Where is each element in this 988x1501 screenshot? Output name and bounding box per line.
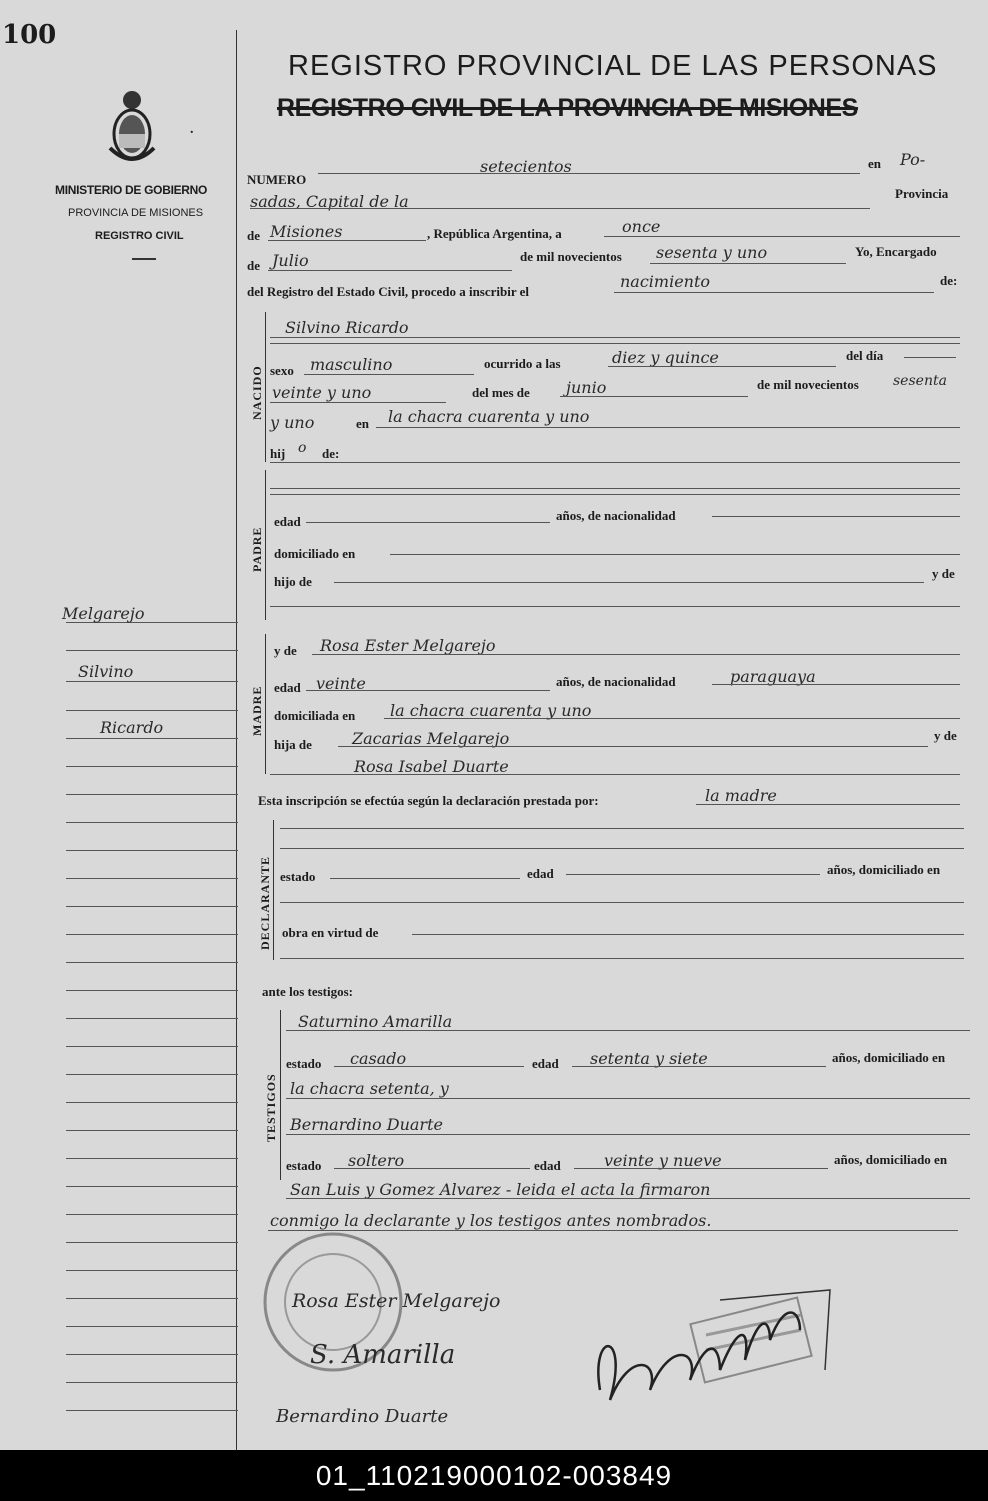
yo-label: Yo, Encargado [855, 244, 937, 259]
padre-y-de-label: y de [932, 566, 955, 581]
t2-estado-line [334, 1168, 530, 1169]
t2-edad: veinte y nueve [604, 1151, 722, 1170]
madre-madre-value: Rosa Isabel Duarte [354, 757, 509, 776]
del-dia-label: del día [846, 348, 884, 363]
margin-nombre1: Silvino [78, 662, 134, 681]
madre-dom-line [384, 718, 960, 719]
t1-domicilio: la chacra setenta, y [290, 1079, 449, 1098]
inscripcion-line [696, 804, 960, 805]
madre-nacionalidad: paraguaya [730, 667, 816, 686]
anio-value-a: sesenta [893, 373, 947, 389]
madre-name: Rosa Ester Melgarejo [320, 636, 496, 655]
margin-nombre2: Ricardo [100, 718, 164, 737]
t2-dom-line [286, 1198, 970, 1199]
act-value: nacimiento [620, 272, 711, 291]
madre-hija-line [338, 746, 928, 747]
hora-line [608, 366, 836, 367]
hij-de: de: [322, 446, 340, 461]
madre-y-de-label: y de [274, 643, 297, 658]
sexo-label: sexo [270, 363, 294, 378]
ministry-divider [132, 258, 156, 260]
madre-padre-value: Zacarias Melgarejo [352, 729, 510, 748]
ocurrido-label: ocurrido a las [484, 356, 561, 371]
month-value: Julio [272, 251, 309, 270]
margin-rule [236, 30, 237, 1450]
madre-hija-label: hija de [274, 737, 312, 752]
document-id-footer: 01_110219000102-003849 [0, 1450, 988, 1501]
t2-edad-label: edad [534, 1158, 561, 1173]
header-struck-title: REGISTRO CIVIL DE LA PROVINCIA DE MISIONES [277, 94, 858, 122]
day-line [604, 236, 960, 237]
de-label: de [247, 228, 260, 243]
page-number: 100 [2, 20, 57, 50]
t2-name: Bernardino Duarte [290, 1115, 443, 1134]
t1-edad: setenta y siete [590, 1049, 708, 1068]
decl-estado-label: estado [280, 869, 316, 884]
dia-value: veinte y uno [272, 383, 372, 402]
month-line [268, 270, 512, 271]
declarante-label: DECLARANTE [258, 855, 272, 950]
numero-label: NUMERO [247, 172, 307, 187]
place-line2: sadas, Capital de la [250, 192, 409, 211]
padre-line-end [270, 606, 960, 607]
t2-name-line [286, 1134, 970, 1135]
t2-estado: soltero [348, 1151, 405, 1170]
ministry-line3: REGISTRO CIVIL [95, 230, 184, 242]
madre-label: MADRE [250, 685, 264, 736]
en-value: Po- [900, 150, 926, 169]
inscripcion-value: la madre [705, 786, 777, 805]
t1-name: Saturnino Amarilla [298, 1012, 453, 1031]
del-mes-label: del mes de [472, 385, 530, 400]
madre-y-de-label2: y de [934, 728, 957, 743]
padre-line1 [270, 488, 960, 489]
ministry-line1: MINISTERIO DE GOBIERNO [55, 183, 208, 197]
mes-value: junio [566, 378, 607, 397]
decl-obra-label: obra en virtud de [282, 925, 379, 940]
decl-anios-label: años, domiciliado en [827, 862, 941, 877]
t1-anios-label: años, domiciliado en [832, 1050, 946, 1065]
madre-edad-label: edad [274, 680, 301, 695]
padre-line1b [270, 494, 960, 495]
dia-line-a [904, 357, 956, 358]
decl-edad-label: edad [527, 866, 554, 881]
declarante-bracket [273, 820, 274, 960]
decl-estado-line [330, 878, 520, 879]
signature-3: Bernardino Duarte [276, 1406, 449, 1427]
inscripcion-label: Esta inscripción se efectúa según la declaración prestada por: [258, 793, 599, 808]
madre-bracket [265, 634, 266, 774]
madre-edad-line [306, 690, 550, 691]
hij-line [270, 462, 960, 463]
en-label: en [868, 156, 881, 171]
decl-line1 [280, 828, 964, 829]
sexo-value: masculino [310, 355, 393, 374]
hora-value: diez y quince [612, 348, 719, 367]
madre-name-line [312, 654, 960, 655]
decl-line2 [280, 902, 964, 903]
closing-text: conmigo la declarante y los testigos antes nombrados. [270, 1211, 712, 1230]
madre-nac-line [712, 684, 960, 685]
act-line [614, 292, 934, 293]
day-value: once [622, 217, 661, 236]
decl-line1b [280, 848, 964, 849]
nacido-label: NACIDO [250, 365, 264, 420]
testigos-bracket [280, 1010, 281, 1180]
t2-domicilio: San Luis y Gomez Alvarez - leida el acta la firmaron [290, 1180, 711, 1199]
padre-label: PADRE [250, 526, 264, 572]
madre-edad-value: veinte [316, 674, 366, 693]
madre-domiciliada-label: domiciliada en [274, 708, 356, 723]
signature-1: Rosa Ester Melgarejo [292, 1290, 501, 1312]
registrar-signature-icon [570, 1270, 840, 1420]
nacido-mil-label: de mil novecientos [757, 377, 859, 392]
numero-line [318, 173, 860, 174]
coat-of-arms-icon [104, 88, 160, 170]
t2-edad-line [574, 1168, 828, 1169]
decl-obra-line [412, 934, 964, 935]
t1-dom-line [286, 1098, 970, 1099]
padre-bracket [265, 470, 266, 620]
decl-line3 [280, 958, 964, 959]
lugar-line [376, 427, 960, 428]
numero-value: setecientos [480, 157, 572, 176]
hij-value: o [298, 440, 307, 456]
anio-value-b: y uno [270, 413, 315, 432]
registro-label: del Registro del Estado Civil, procedo a inscribir el [247, 284, 530, 299]
province-line [268, 240, 426, 241]
t2-anios-label: años, domiciliado en [834, 1152, 948, 1167]
nacido-en-label: en [356, 416, 369, 431]
padre-edad-label: edad [274, 514, 301, 529]
padre-edad-line [306, 522, 550, 523]
provincia-label: Provincia [895, 186, 949, 201]
t1-edad-label: edad [532, 1056, 559, 1071]
nacido-name: Silvino Ricardo [285, 318, 409, 337]
nacido-name-line2 [270, 343, 960, 344]
year-value: sesenta y uno [656, 243, 768, 262]
t1-edad-line [572, 1066, 826, 1067]
dia-line [270, 402, 446, 403]
lugar-value: la chacra cuarenta y uno [388, 407, 590, 426]
t1-estado-line [334, 1066, 524, 1067]
t1-estado-label: estado [286, 1056, 322, 1071]
ministry-line2: PROVINCIA DE MISIONES [68, 207, 204, 219]
ante-label: ante los testigos: [262, 984, 353, 999]
de-colon: de: [940, 273, 958, 288]
dot: . [190, 122, 194, 137]
margin-apellido: Melgarejo [62, 604, 145, 623]
nacido-bracket [265, 312, 266, 462]
padre-nac-line [712, 516, 960, 517]
sexo-line [304, 374, 474, 375]
de2-label: de [247, 258, 260, 273]
testigos-label: TESTIGOS [264, 1073, 278, 1142]
mes-line [560, 396, 748, 397]
t1-name-line [286, 1030, 970, 1031]
madre-anios-label: años, de nacionalidad [556, 674, 676, 689]
decl-edad-line [566, 874, 820, 875]
padre-hijo-label: hijo de [274, 574, 312, 589]
republica-label: , República Argentina, a [427, 226, 562, 241]
padre-dom-line [390, 554, 960, 555]
signature-2: S. Amarilla [310, 1340, 456, 1370]
padre-hijo-line [334, 582, 924, 583]
t1-estado: casado [350, 1049, 407, 1068]
mil-label: de mil novecientos [520, 249, 622, 264]
hij-label: hij [270, 446, 286, 461]
province-value: Misiones [270, 222, 343, 241]
padre-domiciliado-label: domiciliado en [274, 546, 356, 561]
nacido-name-line [270, 337, 960, 338]
padre-anios-label: años, de nacionalidad [556, 508, 676, 523]
madre-end-line [270, 774, 960, 775]
place-line [250, 208, 870, 209]
madre-domicilio: la chacra cuarenta y uno [390, 701, 592, 720]
t2-estado-label: estado [286, 1158, 322, 1173]
header-title: REGISTRO PROVINCIAL DE LAS PERSONAS [288, 50, 938, 82]
year-line [650, 263, 846, 264]
